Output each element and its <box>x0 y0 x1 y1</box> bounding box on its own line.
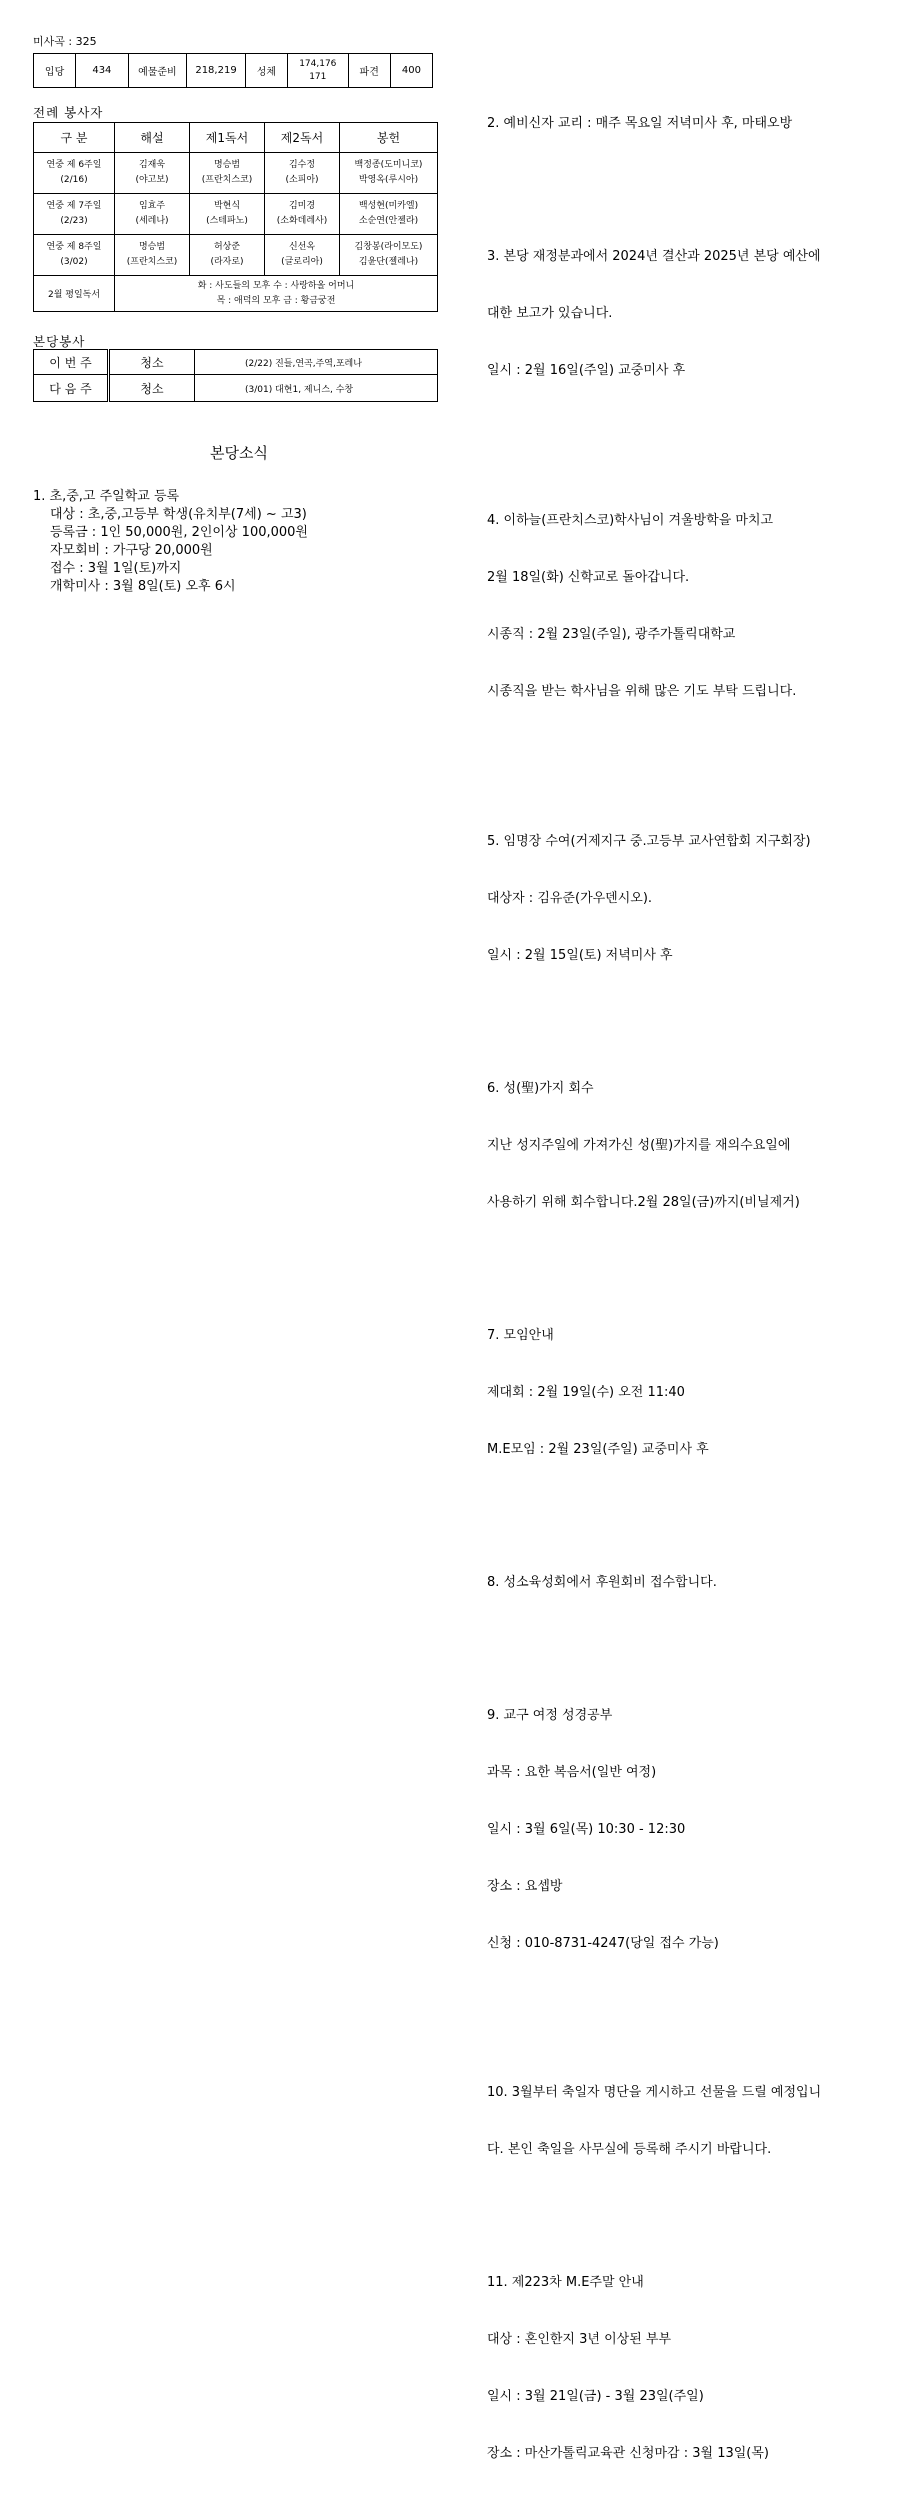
news-item <box>487 2235 821 2501</box>
news-line: 대한 보고가 있습니다. <box>487 306 613 321</box>
reader1: 박현식 <box>213 201 241 211</box>
news-line: 5. 임명장 수여(거제지구 중.고등부 교사연합회 지구회장) <box>487 834 811 849</box>
news-line: 시종직을 받는 학사님을 위해 많은 기도 부탁 드립니다. <box>487 684 797 699</box>
news-line: 일시 : 2월 16일(주일) 교중미사 후 <box>487 363 686 378</box>
table-row <box>34 276 438 312</box>
news-item <box>487 1041 821 1250</box>
hymn-table <box>33 53 433 88</box>
col-header: 제1독서 <box>190 123 265 153</box>
service-table <box>33 349 438 402</box>
commentator-baptismal: (야고보) <box>135 175 169 185</box>
news-line: 11. 제223차 M.E주말 안내 <box>487 2275 644 2290</box>
news-line: 2월 18일(화) 신학교로 돌아갑니다. <box>487 570 690 585</box>
liturgy-title: 전례 봉사자 <box>33 105 104 120</box>
commentator-baptismal: (세레나) <box>135 216 169 226</box>
service-week: 이 번 주 <box>34 350 109 375</box>
mass-book-label: 미사곡 : 325 <box>33 35 97 48</box>
news-line: 7. 모임안내 <box>487 1328 554 1343</box>
col-header: 봉헌 <box>340 123 438 153</box>
service-detail: (3/01) 대현1, 제니스, 수창 <box>195 375 438 402</box>
offering-2: 소순연(안젤라) <box>358 216 419 226</box>
weekday-readers-2: 목 : 애덕의 모후 금 : 황금궁전 <box>216 295 336 306</box>
hymn-label: 입당 <box>34 54 76 88</box>
hymn-value: 174,176 171 <box>287 54 348 88</box>
table-row <box>34 350 438 375</box>
weekday-label: 2월 평일독서 <box>34 276 115 312</box>
news-item-1-line: 접수 : 3월 1일(토)까지 <box>50 561 182 576</box>
news-line: 일시 : 2월 15일(토) 저녁미사 후 <box>487 948 673 963</box>
service-title: 본당봉사 <box>33 334 86 349</box>
news-item <box>487 209 821 418</box>
reader1-baptismal: (스테파노) <box>206 216 248 226</box>
news-line: 다. 본인 축일을 사무실에 등록해 주시기 바랍니다. <box>487 2142 772 2157</box>
service-task: 청소 <box>109 375 195 402</box>
col-header: 해설 <box>115 123 190 153</box>
reader2: 김미경 <box>288 201 316 211</box>
news-line: 시종직 : 2월 23일(주일), 광주가톨릭대학교 <box>487 627 736 642</box>
reader1-baptismal: (라자로) <box>210 257 244 267</box>
week-date: (2/16) <box>60 175 88 185</box>
reader2: 김수정 <box>288 160 316 170</box>
col-header: 제2독서 <box>265 123 340 153</box>
news-item <box>487 1288 821 1497</box>
news-line: 신청 : 010-8731-4247(당일 접수 가능) <box>487 1936 719 1951</box>
news-line: 대상 : 혼인한지 3년 이상된 부부 <box>487 2332 672 2347</box>
hymn-value: 400 <box>390 54 432 88</box>
service-task: 청소 <box>109 350 195 375</box>
news-line: 3. 본당 재정분과에서 2024년 결산과 2025년 본당 예산에 <box>487 249 821 264</box>
news-item <box>487 1535 821 1630</box>
commentator: 김재욱 <box>138 160 166 170</box>
news-item-1-line: 대상 : 초,중,고등부 학생(유치부(7세) ~ 고3) <box>50 507 307 522</box>
weekday-readers-1: 화 : 사도들의 모후 수 : 사랑하올 어머니 <box>197 280 355 291</box>
news-item-1-line: 자모회비 : 가구당 20,000원 <box>50 543 213 558</box>
news-item <box>487 473 821 739</box>
week-name: 연중 제 8주일 <box>46 242 102 252</box>
news-line: 장소 : 마산가톨릭교육관 신청마감 : 3월 13일(목) <box>487 2446 769 2461</box>
news-title: 본당소식 <box>210 444 268 462</box>
news-right-column <box>487 38 821 2520</box>
news-item <box>487 76 821 171</box>
table-row <box>34 375 438 402</box>
offering-1: 백정종(도미니코) <box>354 160 423 170</box>
week-name: 연중 제 7주일 <box>46 201 102 211</box>
news-line: 장소 : 요셉방 <box>487 1879 563 1894</box>
news-line: 과목 : 요한 복음서(일반 여정) <box>487 1765 657 1780</box>
news-item-1-heading: 1. 초,중,고 주일학교 등록 <box>33 489 180 504</box>
news-line: 지난 성지주일에 가져가신 성(聖)가지를 재의수요일에 <box>487 1138 791 1153</box>
service-week: 다 음 주 <box>34 375 109 402</box>
news-line: 6. 성(聖)가지 회수 <box>487 1081 594 1096</box>
reader1: 허상준 <box>213 242 241 252</box>
news-line: 제대회 : 2월 19일(수) 오전 11:40 <box>487 1385 685 1400</box>
news-line: 9. 교구 여정 성경공부 <box>487 1708 613 1723</box>
week-date: (3/02) <box>60 257 88 267</box>
liturgy-table <box>33 122 438 312</box>
news-item-1-line: 개학미사 : 3월 8일(토) 오후 6시 <box>50 579 236 594</box>
reader2-baptismal: (소피아) <box>285 175 319 185</box>
commentator: 명승범 <box>138 242 166 252</box>
news-line: 2. 예비신자 교리 : 매주 목요일 저녁미사 후, 마태오방 <box>487 116 793 131</box>
news-line: 4. 이하늘(프란치스코)학사님이 겨울방학을 마치고 <box>487 513 774 528</box>
news-line: M.E모임 : 2월 23일(주일) 교중미사 후 <box>487 1442 709 1457</box>
hymn-value: 218,219 <box>187 54 246 88</box>
table-row <box>34 194 438 235</box>
reader1: 명승범 <box>213 160 241 170</box>
news-item-1-line: 등록금 : 1인 50,000원, 2인이상 100,000원 <box>50 525 308 540</box>
reader1-baptismal: (프란치스코) <box>201 175 253 185</box>
hymn-label: 예물준비 <box>128 54 187 88</box>
news-line: 사용하기 위해 회수합니다.2월 28일(금)까지(비닐제거) <box>487 1195 800 1210</box>
offering-2: 김윤단(젤레나) <box>358 257 419 267</box>
reader2-baptismal: (글로리아) <box>281 257 323 267</box>
news-item <box>487 794 821 1003</box>
news-line: 일시 : 3월 6일(목) 10:30 - 12:30 <box>487 1822 686 1837</box>
commentator-baptismal: (프란치스코) <box>126 257 178 267</box>
offering-1: 백성현(미카엘) <box>358 201 419 211</box>
reader2-baptismal: (소화데레사) <box>276 216 328 226</box>
reader2: 신선옥 <box>288 242 316 252</box>
offering-1: 김창봉(라이모도) <box>354 242 423 252</box>
col-header: 구 분 <box>34 123 115 153</box>
news-line: 대상자 : 김유준(가우덴시오). <box>487 891 653 906</box>
week-name: 연중 제 6주일 <box>46 160 102 170</box>
news-line: 8. 성소육성회에서 후원회비 접수합니다. <box>487 1575 717 1590</box>
service-detail: (2/22) 진들,연곡,주역,포레나 <box>195 350 438 375</box>
hymn-label: 성체 <box>245 54 287 88</box>
commentator: 임효주 <box>138 201 166 211</box>
table-row <box>34 235 438 276</box>
news-line: 10. 3월부터 축일자 명단을 게시하고 선물을 드릴 예정입니 <box>487 2085 822 2100</box>
hymn-value: 434 <box>76 54 128 88</box>
news-item <box>487 2045 821 2197</box>
hymn-label: 파견 <box>348 54 390 88</box>
table-row <box>34 153 438 194</box>
news-line: 일시 : 3월 21일(금) - 3월 23일(주일) <box>487 2389 704 2404</box>
news-item <box>487 1668 821 1991</box>
week-date: (2/23) <box>60 216 88 226</box>
offering-2: 박영옥(루시아) <box>358 175 419 185</box>
